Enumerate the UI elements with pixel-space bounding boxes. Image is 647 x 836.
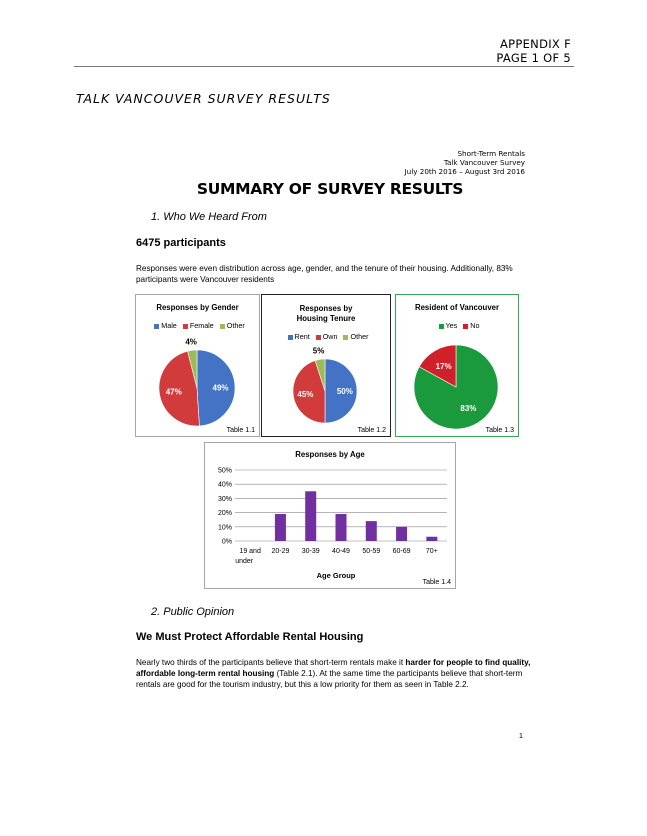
table-reference: Table 1.4 bbox=[422, 579, 451, 586]
bar-20-29 bbox=[275, 514, 286, 541]
section-2-heading: 2. Public Opinion bbox=[151, 606, 235, 618]
table-reference: Table 1.3 bbox=[485, 427, 514, 434]
legend-label: Other bbox=[350, 332, 369, 341]
header-divider bbox=[74, 66, 574, 67]
bar-50-59 bbox=[366, 521, 377, 541]
chart-title: Resident of Vancouver bbox=[414, 303, 500, 312]
meta-line-topic: Short-Term Rentals bbox=[457, 149, 525, 158]
table-reference: Table 1.2 bbox=[357, 427, 386, 434]
pie-label: 47% bbox=[165, 387, 182, 397]
y-tick-label: 20% bbox=[217, 510, 232, 518]
y-tick-label: 10% bbox=[217, 524, 232, 532]
x-tick-label: 60-69 bbox=[392, 548, 411, 555]
bar-70+ bbox=[426, 537, 437, 541]
x-axis-title: Age Group bbox=[316, 571, 356, 580]
tenure-chart bbox=[261, 294, 391, 437]
appendix-label: APPENDIX F bbox=[499, 37, 571, 51]
pie-label: 4% bbox=[185, 337, 197, 347]
paragraph-emphasis: harder for people to find quality, affordable long-term rental housing bbox=[136, 658, 531, 679]
chart-title: Responses by Housing Tenure bbox=[296, 304, 356, 323]
pie-label: 17% bbox=[435, 362, 452, 372]
legend-swatch bbox=[316, 335, 321, 340]
x-tick-label: 30-39 bbox=[301, 548, 320, 555]
legend-swatch bbox=[220, 324, 225, 329]
meta-line-survey: Talk Vancouver Survey bbox=[443, 158, 525, 167]
x-tick-label: 20-29 bbox=[271, 548, 290, 555]
pie-label: 50% bbox=[336, 387, 353, 396]
legend-swatch bbox=[183, 324, 188, 329]
y-tick-label: 0% bbox=[221, 538, 232, 546]
bar-60-69 bbox=[396, 527, 407, 541]
section-2-subheading: We Must Protect Affordable Rental Housing bbox=[136, 631, 364, 643]
page-number: 1 bbox=[518, 731, 523, 740]
x-tick-label: 40-49 bbox=[332, 548, 350, 555]
summary-title: SUMMARY OF SURVEY RESULTS bbox=[196, 180, 464, 198]
legend-swatch bbox=[463, 324, 468, 329]
y-tick-label: 30% bbox=[217, 495, 232, 503]
chart-title: Responses by Age bbox=[295, 450, 365, 459]
legend-swatch bbox=[439, 324, 444, 329]
section-2-paragraph bbox=[136, 657, 531, 691]
chart-legend bbox=[262, 332, 390, 341]
age-chart bbox=[204, 442, 456, 589]
legend-label: Rent bbox=[294, 332, 310, 341]
gender-chart bbox=[135, 294, 260, 437]
chart-title: Responses by Gender bbox=[156, 303, 239, 312]
pie-label: 49% bbox=[212, 383, 229, 393]
legend-label: Male bbox=[161, 321, 177, 330]
table-reference: Table 1.1 bbox=[226, 427, 255, 434]
x-tick-label: 19 and under bbox=[235, 548, 261, 565]
section-1-heading: 1. Who We Heard From bbox=[151, 211, 267, 223]
participants-count: 6475 participants bbox=[136, 237, 226, 249]
meta-line-dates: July 20th 2016 – August 3rd 2016 bbox=[404, 167, 525, 176]
chart-legend bbox=[136, 321, 259, 330]
legend-label: Other bbox=[226, 321, 245, 330]
bar-30-39 bbox=[305, 491, 316, 541]
document-title: TALK VANCOUVER SURVEY RESULTS bbox=[76, 91, 331, 106]
section-1-paragraph: Responses were even distribution across age, gender, and the tenure of their housing. Additionally, 83% participants were Vancouver residents bbox=[136, 264, 513, 285]
resident-chart bbox=[395, 294, 519, 437]
x-tick-label: 50-59 bbox=[362, 548, 381, 555]
bar-40-49 bbox=[336, 514, 347, 541]
pie-label: 5% bbox=[312, 346, 325, 356]
y-tick-label: 40% bbox=[217, 481, 232, 489]
paragraph-text: Nearly two thirds of the participants believe that short-term rentals make it bbox=[136, 658, 406, 667]
resident-pie bbox=[396, 335, 517, 435]
legend-label: No bbox=[470, 321, 480, 330]
legend-swatch bbox=[288, 335, 293, 340]
legend-label: Own bbox=[322, 332, 338, 341]
chart-legend bbox=[396, 321, 518, 330]
legend-swatch bbox=[343, 335, 348, 340]
age-bar-plot bbox=[205, 443, 455, 588]
pie-label: 83% bbox=[460, 403, 477, 413]
gender-pie bbox=[136, 335, 259, 435]
x-tick-label: 70+ bbox=[425, 548, 438, 555]
tenure-pie bbox=[262, 345, 389, 435]
legend-swatch bbox=[154, 324, 159, 329]
paragraph-text: (Table 2.1). At the same time the participants believe that short-term rentals are good for the tourism industry, but this a low priority for them as seen in Table 2.2. bbox=[136, 669, 523, 690]
legend-label: Female bbox=[189, 321, 214, 330]
pie-label: 45% bbox=[297, 390, 314, 400]
y-tick-label: 50% bbox=[217, 467, 232, 475]
page-indicator: PAGE 1 OF 5 bbox=[496, 51, 571, 65]
legend-label: Yes bbox=[445, 321, 458, 330]
